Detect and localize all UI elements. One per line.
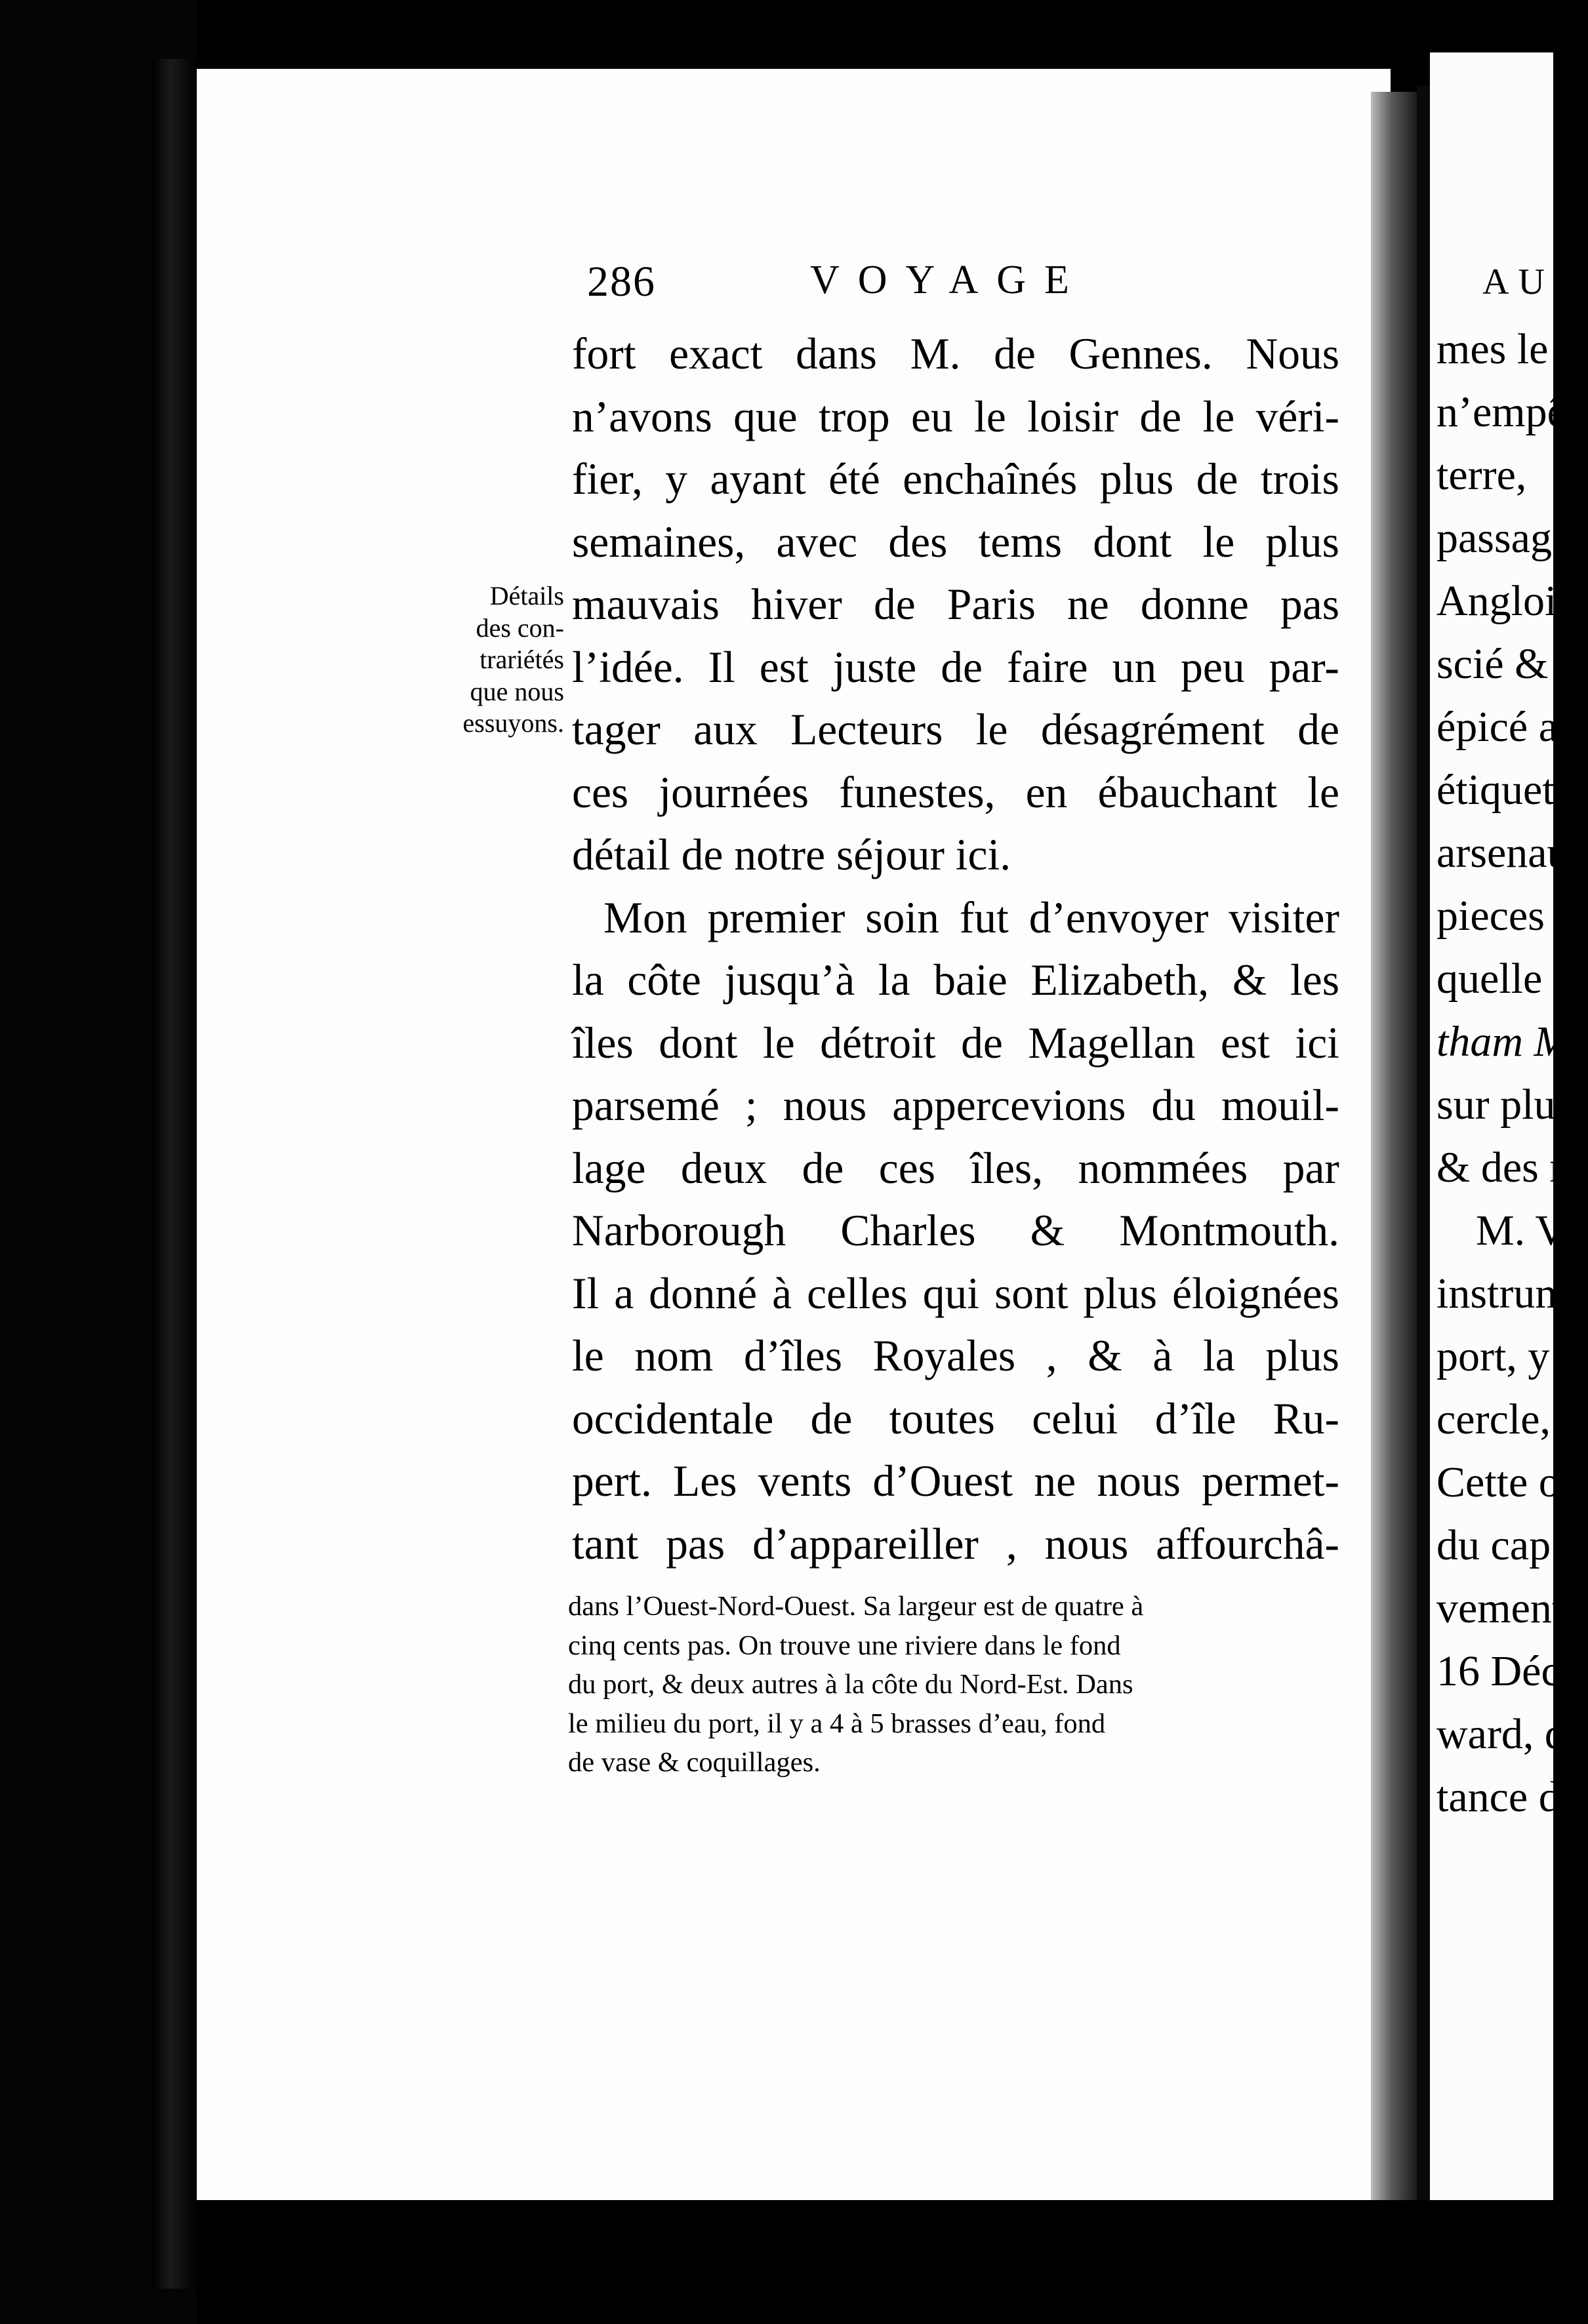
footnote-line: dans l’Ouest-Nord-Ouest. Sa largeur est de quatre à bbox=[568, 1591, 1144, 1622]
text-line: Il a donné à celles qui sont plus éloignées bbox=[572, 1268, 1339, 1318]
right-text-line: Cette o bbox=[1436, 1458, 1560, 1506]
right-text-line: pieces bbox=[1436, 892, 1545, 940]
right-page-text bbox=[1436, 318, 1588, 1829]
text-line: occidentale de toutes celui d’île Ru- bbox=[572, 1393, 1339, 1443]
right-text-line: quelle c bbox=[1436, 955, 1573, 1003]
right-page bbox=[1430, 52, 1588, 2216]
right-text-line: n’empê bbox=[1436, 388, 1566, 436]
footnote bbox=[568, 1587, 1329, 1782]
footnote-line: de vase & coquillages. bbox=[568, 1747, 821, 1778]
text-line: tager aux Lecteurs le désagrément de bbox=[572, 705, 1339, 754]
margin-note bbox=[420, 580, 564, 740]
right-text-line: instrume bbox=[1436, 1270, 1588, 1317]
right-text-line: terre, bbox=[1436, 451, 1527, 499]
right-text-line: sur plus bbox=[1436, 1081, 1573, 1129]
margin-note-line: essuyons. bbox=[462, 708, 564, 738]
right-text-line: ward, d bbox=[1436, 1710, 1566, 1758]
text-line: semaines, avec des tems dont le plus bbox=[572, 517, 1339, 567]
text-line: la côte jusqu’à la baie Elizabeth, & les bbox=[572, 955, 1339, 1005]
margin-note-line: que nous bbox=[470, 676, 564, 706]
right-text-line: tham M bbox=[1436, 1018, 1570, 1066]
text-line: lage deux de ces îles, nommées par bbox=[572, 1143, 1339, 1193]
running-head: VOYAGE bbox=[810, 258, 1088, 302]
text-line: parsemé ; nous appercevions du mouil- bbox=[572, 1081, 1339, 1130]
footnote-line: du port, & deux autres à la côte du Nord-Est. Dans bbox=[568, 1669, 1133, 1700]
right-text-line: Anglois bbox=[1436, 577, 1574, 625]
right-text-line: du cap bbox=[1436, 1521, 1551, 1569]
text-line: îles dont le détroit de Magellan est ici bbox=[572, 1018, 1339, 1068]
right-text-line: & des r bbox=[1436, 1144, 1564, 1192]
right-text-line: port, y bbox=[1436, 1332, 1550, 1380]
text-line: tant pas d’appareiller , nous affourchâ- bbox=[572, 1519, 1339, 1569]
margin-note-line: trariétés bbox=[479, 645, 564, 674]
right-text-line: cercle, bbox=[1436, 1395, 1551, 1443]
footnote-line: le milieu du port, il y a 4 à 5 brasses d’eau, fond bbox=[568, 1708, 1106, 1739]
right-text-line: mes le bbox=[1436, 325, 1549, 373]
right-text-line: tance du bbox=[1436, 1773, 1582, 1821]
scan-background-bottom bbox=[197, 2200, 1553, 2324]
text-line: pert. Les vents d’Ouest ne nous permet- bbox=[572, 1456, 1339, 1506]
right-text-line: vement bbox=[1436, 1584, 1564, 1632]
right-text-line: passage bbox=[1436, 514, 1572, 562]
text-line: le nom d’îles Royales , & à la plus bbox=[572, 1331, 1339, 1380]
text-line: Narborough Charles & Montmouth. bbox=[572, 1206, 1339, 1255]
text-line: mauvais hiver de Paris ne donne pas bbox=[572, 580, 1339, 629]
footnote-line: cinq cents pas. On trouve une riviere dans le fond bbox=[568, 1630, 1121, 1661]
text-line: l’idée. Il est juste de faire un peu par- bbox=[572, 642, 1339, 692]
gutter-shadow bbox=[1417, 85, 1430, 2230]
text-line: fier, y ayant été enchaînés plus de trois bbox=[572, 454, 1339, 504]
text-line: ces journées funestes, en ébauchant le bbox=[572, 767, 1339, 817]
margin-note-line: des con- bbox=[476, 612, 564, 643]
book-edge bbox=[152, 59, 198, 2289]
page-number: 286 bbox=[587, 258, 656, 306]
text-line: détail de notre séjour ici. bbox=[572, 830, 1011, 879]
right-text-line: arsenau bbox=[1436, 829, 1569, 877]
main-text bbox=[572, 323, 1339, 1575]
right-running-head: AU bbox=[1482, 262, 1554, 302]
right-text-line: scié & bbox=[1436, 640, 1549, 688]
right-text-line: étiquett bbox=[1436, 766, 1566, 814]
text-line: Mon premier soin fut d’envoyer visiter bbox=[603, 892, 1339, 942]
text-line: fort exact dans M. de Gennes. Nous bbox=[572, 329, 1339, 378]
margin-note-line: Détails bbox=[489, 581, 564, 611]
text-line: n’avons que trop eu le loisir de le véri- bbox=[572, 391, 1339, 441]
right-text-line: M. V bbox=[1476, 1207, 1567, 1254]
right-text-line: 16 Déc bbox=[1436, 1647, 1560, 1695]
right-text-line: épicé a bbox=[1436, 703, 1558, 751]
book-gutter bbox=[1371, 92, 1417, 2216]
